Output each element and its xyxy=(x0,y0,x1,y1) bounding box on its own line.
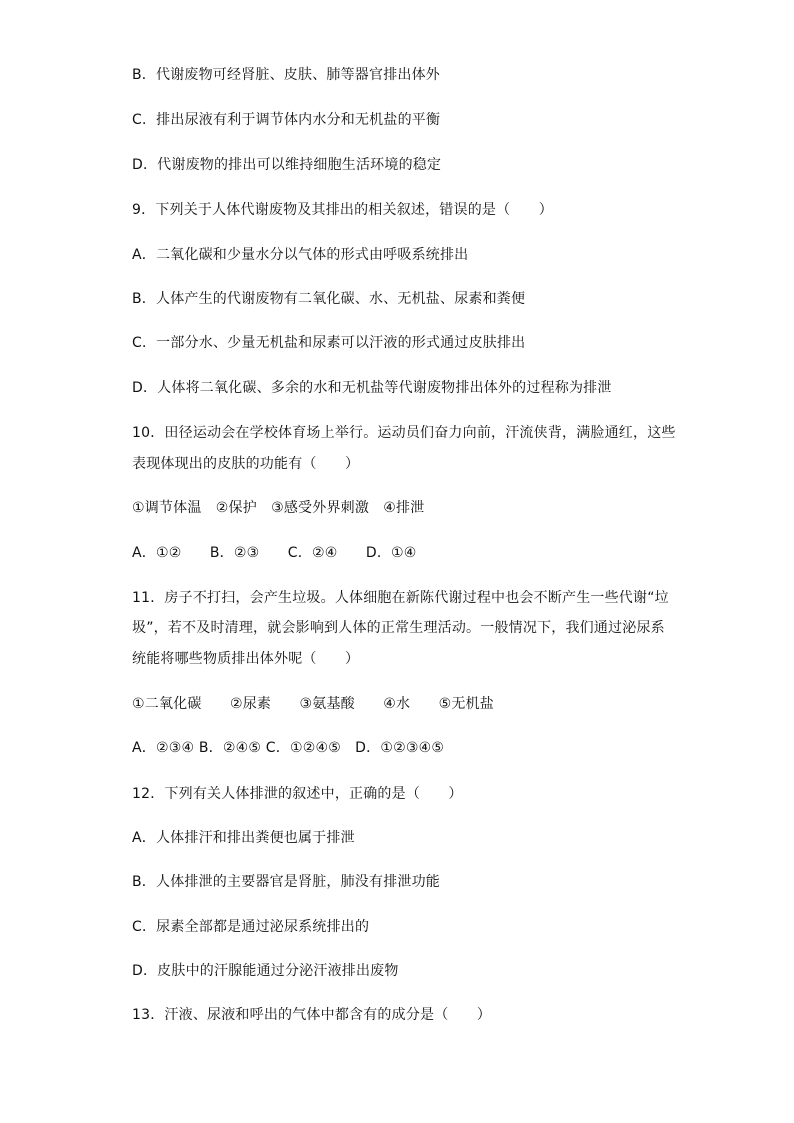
q9-stem: 9．下列关于人体代谢废物及其排出的相关叙述，错误的是（ ） xyxy=(132,202,553,218)
q9-option-a: A．二氧化碳和少量水分以气体的形式由呼吸系统排出 xyxy=(132,247,469,263)
q9-option-c: C．一部分水、少量无机盐和尿素可以汗液的形式通过皮肤排出 xyxy=(132,335,526,351)
q10-options: A．①② B．②③ C．②④ D．①④ xyxy=(132,545,417,561)
q12-stem: 12．下列有关人体排泄的叙述中，正确的是（ ） xyxy=(132,786,463,802)
q11-stem-line-2: 圾”，若不及时清理，就会影响到人体的正常生理活动。一般情况下，我们通过泌尿系 xyxy=(132,620,665,636)
q8-option-c: C．排出尿液有利于调节体内水分和无机盐的平衡 xyxy=(132,112,441,128)
q10-stem-line-1: 10．田径运动会在学校体育场上举行。运动员们奋力向前，汗流侠背，满脸通红，这些 xyxy=(132,425,676,441)
q11-statements: ①二氧化碳 ②尿素 ③氨基酸 ④水 ⑤无机盐 xyxy=(132,696,494,712)
q10-stem-line-2: 表现体现出的皮肤的功能有（ ） xyxy=(132,456,360,472)
q8-option-b: B．代谢废物可经肾脏、皮肤、肺等器官排出体外 xyxy=(132,67,441,83)
q9-option-b: B．人体产生的代谢废物有二氧化碳、水、无机盐、尿素和粪便 xyxy=(132,291,526,307)
q8-option-d: D．代谢废物的排出可以维持细胞生活环境的稳定 xyxy=(132,157,442,173)
q11-stem-line-3: 统能将哪些物质排出体外呢（ ） xyxy=(132,651,360,667)
q12-option-c: C．尿素全部都是通过泌尿系统排出的 xyxy=(132,919,370,935)
q12-option-b: B．人体排泄的主要器官是肾脏，肺没有排泄功能 xyxy=(132,874,441,890)
q12-option-a: A．人体排汗和排出粪便也属于排泄 xyxy=(132,830,355,846)
q11-stem-line-1: 11．房子不打扫，会产生垃圾。人体细胞在新陈代谢过程中也会不断产生一些代谢“垃 xyxy=(132,590,669,606)
q10-statements: ①调节体温 ②保护 ③感受外界刺激 ④排泄 xyxy=(132,500,425,516)
q11-options: A．②③④ B．②④⑤ C．①②④⑤ D．①②③④⑤ xyxy=(132,740,445,756)
q12-option-d: D．皮肤中的汗腺能通过分泌汗液排出废物 xyxy=(132,963,399,979)
q9-option-d: D．人体将二氧化碳、多余的水和无机盐等代谢废物排出体外的过程称为排泄 xyxy=(132,380,612,396)
q13-stem: 13．汗液、尿液和呼出的气体中都含有的成分是（ ） xyxy=(132,1007,492,1023)
